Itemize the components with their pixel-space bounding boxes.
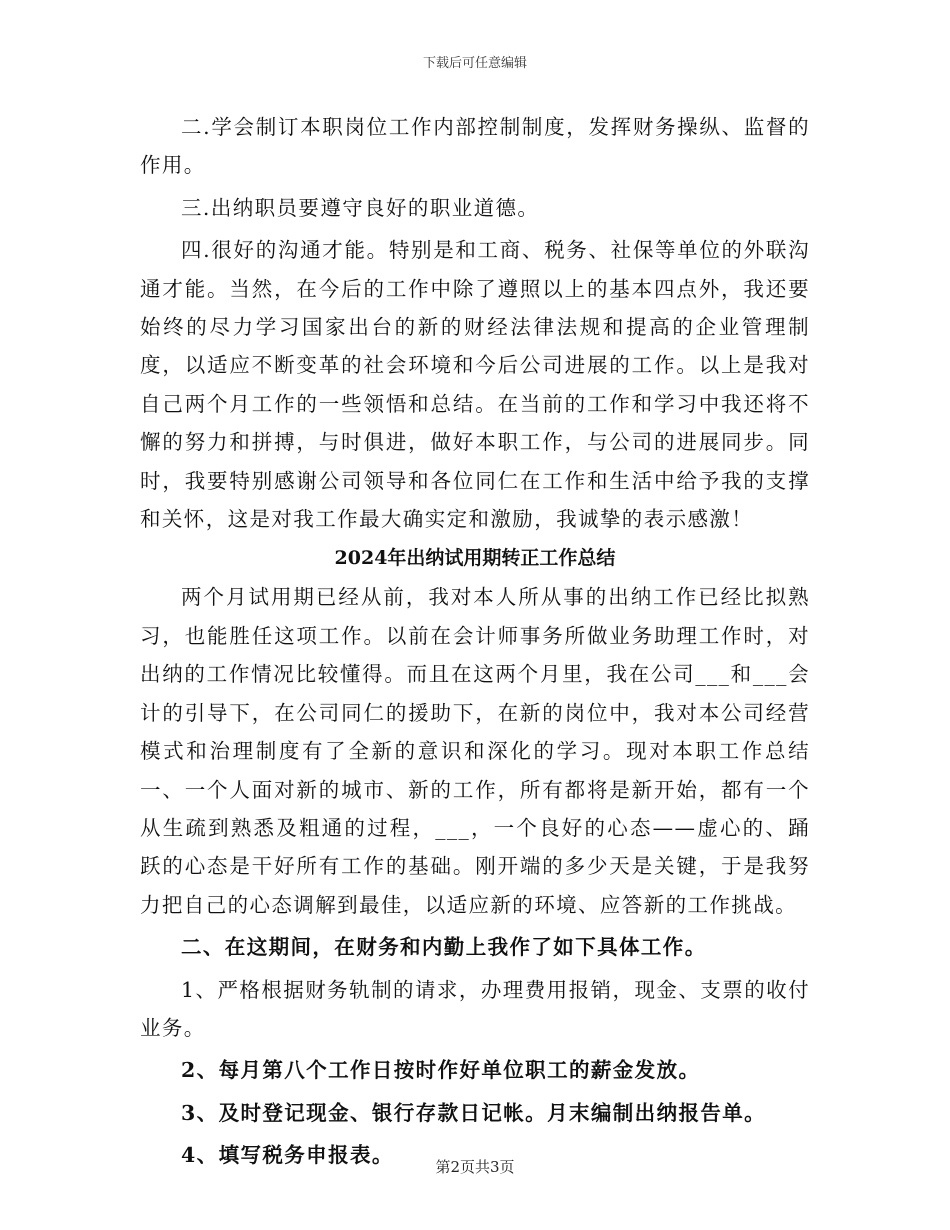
list-item-3: 3、及时登记现金、银行存款日记帐。月末编制出纳报告单。 bbox=[181, 1100, 767, 1125]
page-header: 下载后可任意编辑 bbox=[422, 56, 527, 71]
list-item-1: 1、严格根据财务轨制的请求，办理费用报销，现金、支票的收付业务。 bbox=[140, 977, 810, 1040]
list-item-4: 4、填写税务申报表。 bbox=[181, 1143, 394, 1168]
list-item-2: 2、每月第八个工作日按时作好单位职工的薪金发放。 bbox=[181, 1058, 701, 1083]
paragraph-item-3: 三.出纳职员要遵守良好的职业道德。 bbox=[181, 195, 540, 220]
paragraph-item-2: 二.学会制订本职岗位工作内部控制制度，发挥财务操纵、监督的作用。 bbox=[140, 115, 810, 178]
document-body bbox=[140, 108, 810, 1175]
page-footer: 第2页共3页 bbox=[435, 1158, 515, 1176]
section-title: 2024年出纳试用期转正工作总结 bbox=[334, 547, 616, 570]
section-heading-two: 二、在这期间，在财务和内勤上我作了如下具体工作。 bbox=[181, 935, 707, 960]
paragraph-intro: 两个月试用期已经从前，我对本人所从事的出纳工作已经比拟熟习，也能胜任这项工作。以前在会计师事务所做业务助理工作时，对出纳的工作情况比较懂得。而且在这两个月里，我在公司___和___会计的引导下，在公司同仁的援助下，在新的岗位中，我对本公司经营模式和治理制度有了全新的意识和深化的学习。现对本职工作总结一、一个人面对新的城市、新的工作，所有都将是新开始，都有一个从生疏到熟悉及粗通的过程，___，一个良好的心态——虚心的、踊跃的心态是干好所有工作的基础。刚开端的多少天是关键，于是我努力把自己的心态调解到最佳，以适应新的环境、应答新的工作挑战。 bbox=[140, 585, 810, 917]
paragraph-item-4: 四.很好的沟通才能。特别是和工商、税务、社保等单位的外联沟通才能。当然，在今后的工作中除了遵照以上的基本四点外，我还要始终的尽力学习国家出台的新的财经法律法规和提高的企业管理制度，以适应不断变革的社会环境和今后公司进展的工作。以上是我对自己两个月工作的一些领悟和总结。在当前的工作和学习中我还将不懈的努力和拼搏，与时俱进，做好本职工作，与公司的进展同步。同时，我要特别感谢公司领导和各位同仁在工作和生活中给予我的支撑和关怀，这是对我工作最大确实定和激励，我诚挚的表示感激！ bbox=[140, 238, 810, 532]
